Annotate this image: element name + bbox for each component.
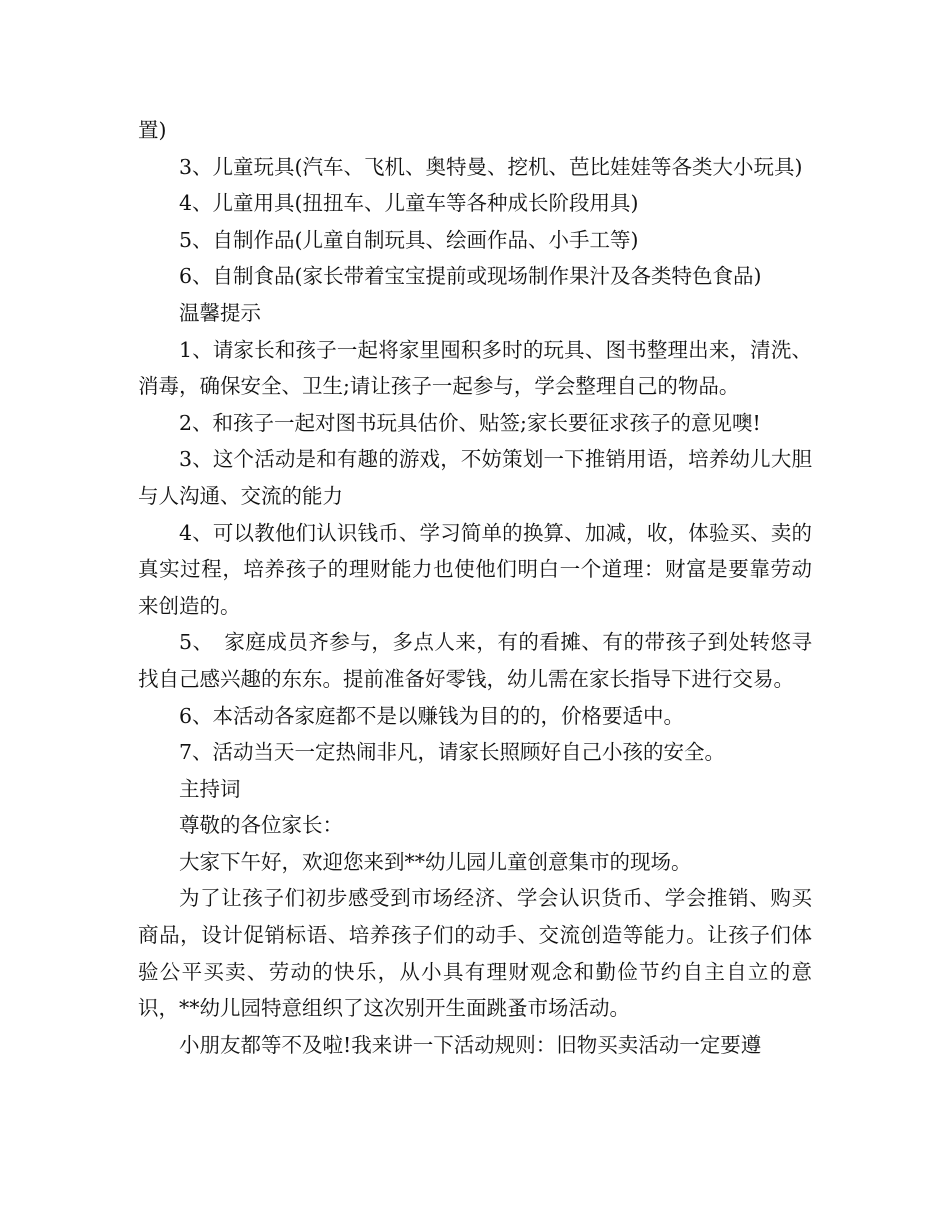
paragraph-tip-7: 7、活动当天一定热闹非凡，请家长照顾好自己小孩的安全。 [179, 740, 726, 765]
paragraph-tip-4: 4、可以教他们认识钱币、学习简单的换算、加减，收，体验买、卖的真实过程，培养孩子的理财能力也使他们明白一个道理：财富是要靠劳动来创造的。 [138, 520, 812, 618]
paragraph-greeting: 尊敬的各位家长： [179, 813, 343, 838]
paragraph-tip-1: 1、请家长和孩子一起将家里囤积多时的玩具、图书整理出来，清洗、消毒，确保安全、卫生;请让孩子一起参与，学会整理自己的物品。 [138, 337, 812, 399]
paragraph-rules: 小朋友都等不及啦!我来讲一下活动规则：旧物买卖活动一定要遵 [179, 1032, 762, 1057]
paragraph-item-6-food: 6、自制食品(家长带着宝宝提前或现场制作果汁及各类特色食品) [179, 264, 762, 289]
paragraph-tip-6: 6、本活动各家庭都不是以赚钱为目的的，价格要适中。 [179, 703, 685, 728]
paragraph-tip-2: 2、和孩子一起对图书玩具估价、贴签;家长要征求孩子的意见噢! [179, 410, 761, 435]
paragraph-tip-5: 5、 家庭成员齐参与，多点人来，有的看摊、有的带孩子到处转悠寻找自己感兴趣的东东。提前准备好零钱，幼儿需在家长指导下进行交易。 [138, 630, 812, 691]
document-body [138, 112, 812, 1063]
paragraph-item-4-supplies: 4、儿童用具(扭扭车、儿童车等各种成长阶段用具) [179, 191, 639, 216]
paragraph-item-5-handmade: 5、自制作品(儿童自制玩具、绘画作品、小手工等) [179, 227, 639, 252]
paragraph-item-3-toys: 3、儿童玩具(汽车、飞机、奥特曼、挖机、芭比娃娃等各类大小玩具) [179, 154, 803, 179]
section-heading-tips: 温馨提示 [179, 300, 261, 325]
paragraph-purpose: 为了让孩子们初步感受到市场经济、学会认识货币、学会推销、购买商品，设计促销标语、培养孩子们的动手、交流创造等能力。让孩子们体验公平买卖、劳动的快乐，从小具有理财观念和勤俭节约自主自立的意识，**幼儿园特意组织了这次别开生面跳蚤市场活动。 [138, 886, 812, 1021]
paragraph-tip-3: 3、这个活动是和有趣的游戏，不妨策划一下推销用语，培养幼儿大胆与人沟通、交流的能力 [138, 447, 812, 508]
paragraph-continuation: 置) [138, 118, 167, 142]
section-heading-host-speech: 主持词 [179, 776, 241, 801]
paragraph-welcome: 大家下午好，欢迎您来到**幼儿园儿童创意集市的现场。 [179, 849, 692, 874]
